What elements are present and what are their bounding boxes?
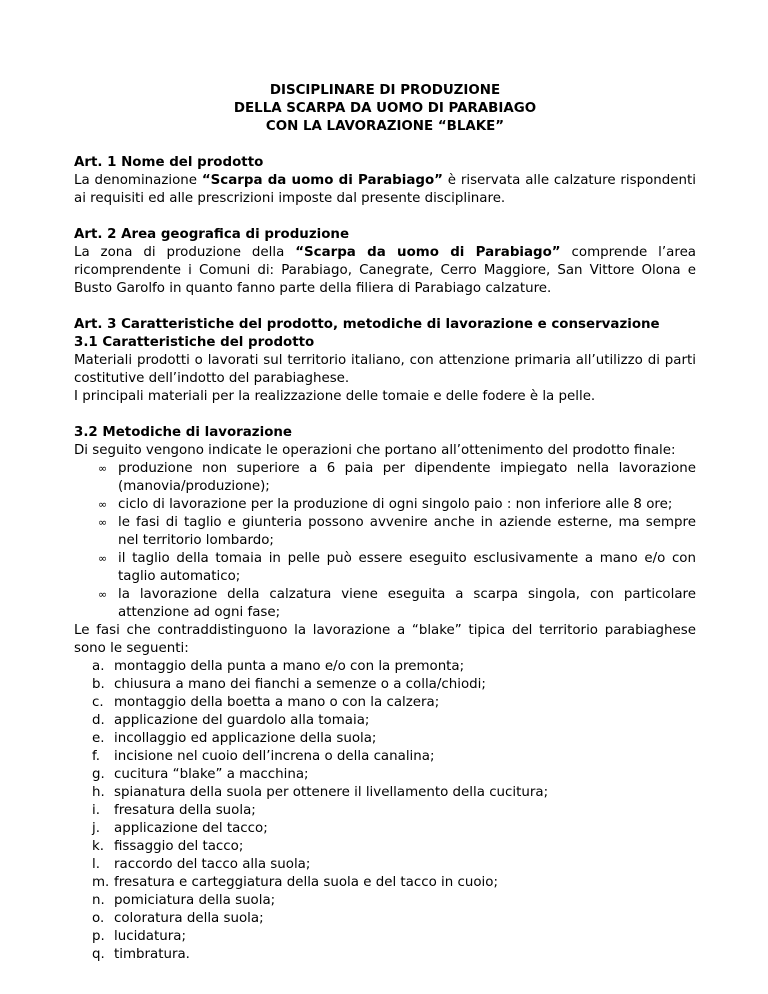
list-item (92, 802, 696, 820)
list-item-letter: h. (92, 785, 105, 800)
list-item (98, 550, 696, 586)
list-item (98, 460, 696, 496)
list-item-letter: l. (92, 857, 100, 872)
list-item-text: applicazione del tacco; (114, 821, 268, 836)
art2-heading: Art. 2 Area geografica di produzione (74, 227, 350, 242)
infinity-bullet-icon: ∞ (98, 588, 108, 601)
section-3-1-paragraph-2: I principali materiali per la realizzazione delle tomaie e delle fodere è la pelle. (74, 389, 596, 404)
art1-heading: Art. 1 Nome del prodotto (74, 155, 264, 170)
list-item-text: le fasi di taglio e giunteria possono avvenire anche in aziende esterne, ma sempre nel territorio lombardo; (118, 515, 696, 548)
list-item (92, 694, 696, 712)
list-item-letter: f. (92, 749, 100, 764)
title-line-2: DELLA SCARPA DA UOMO DI PARABIAGO (233, 101, 537, 116)
list-item-letter: k. (92, 839, 105, 854)
art3-heading: Art. 3 Caratteristiche del prodotto, metodiche di lavorazione e conservazione (74, 317, 660, 332)
list-item-text: montaggio della punta a mano e/o con la premonta; (114, 659, 465, 674)
list-item-letter: i. (92, 803, 100, 818)
infinity-bullet-icon: ∞ (98, 498, 108, 511)
list-item-text: fresatura e carteggiatura della suola e del tacco in cuoio; (114, 875, 498, 890)
infinity-bullet-icon: ∞ (98, 516, 108, 529)
list-item-text: il taglio della tomaia in pelle può essere eseguito esclusivamente a mano e/o con taglio automatico; (118, 551, 696, 584)
list-item (98, 514, 696, 550)
section-3-1-heading: 3.1 Caratteristiche del prodotto (74, 335, 315, 350)
section-3-2-intro: Di seguito vengono indicate le operazioni che portano all’ottenimento del prodotto finale: (74, 443, 676, 458)
list-item-letter: g. (92, 767, 105, 782)
list-item-letter: d. (92, 713, 105, 728)
list-item (92, 892, 696, 910)
list-item (98, 586, 696, 622)
list-item (92, 820, 696, 838)
list-item (98, 496, 696, 514)
list-item-letter: m. (92, 875, 110, 890)
infinity-bullet-icon: ∞ (98, 462, 108, 475)
list-item (92, 748, 696, 766)
list-item-text: ciclo di lavorazione per la produzione di ogni singolo paio : non inferiore alle 8 ore; (118, 497, 673, 512)
list-item-text: chiusura a mano dei fianchi a semenze o a colla/chiodi; (114, 677, 486, 692)
list-item-text: applicazione del guardolo alla tomaia; (114, 713, 370, 728)
art2-text-post: comprende l’area ricomprendente i Comuni di: Parabiago, Canegrate, Cerro Maggiore, San Vittore Olona e Busto Garolfo in quanto fanno parte della filiera di Parabiago calzature. (74, 245, 697, 296)
list-item-letter: c. (92, 695, 104, 710)
art1-text-post: è riservata alle calzature rispondenti ai requisiti ed alle prescrizioni imposte dal presente disciplinare. (74, 173, 696, 206)
requirements-list (74, 460, 696, 622)
list-item-letter: a. (92, 659, 105, 674)
phases-intro: Le fasi che contraddistinguono la lavorazione a “blake” tipica del territorio parabiaghese sono le seguenti: (74, 623, 696, 656)
list-item (92, 874, 696, 892)
list-item-text: produzione non superiore a 6 paia per dipendente impiegato nella lavorazione (manovia/produzione); (118, 461, 696, 494)
title-line-1: DISCIPLINARE DI PRODUZIONE (269, 83, 501, 98)
list-item-text: la lavorazione della calzatura viene eseguita a scarpa singola, con particolare attenzione ad ogni fase; (118, 587, 696, 620)
section-3-2-heading: 3.2 Metodiche di lavorazione (74, 425, 293, 440)
list-item (92, 766, 696, 784)
art2-paragraph (74, 244, 696, 298)
list-item (92, 946, 696, 964)
art2-product-name: “Scarpa da uomo di Parabiago” (295, 245, 561, 260)
list-item-letter: q. (92, 947, 105, 962)
list-item (92, 676, 696, 694)
list-item-letter: b. (92, 677, 105, 692)
art1-text-pre: La denominazione (74, 173, 202, 188)
list-item (92, 838, 696, 856)
art1-paragraph (74, 172, 696, 208)
list-item (92, 856, 696, 874)
phases-list (74, 658, 696, 964)
list-item-letter: j. (92, 821, 100, 836)
list-item-text: fresatura della suola; (114, 803, 256, 818)
list-item (92, 784, 696, 802)
list-item (92, 730, 696, 748)
list-item (92, 928, 696, 946)
list-item (92, 712, 696, 730)
list-item-text: montaggio della boetta a mano o con la calzera; (114, 695, 440, 710)
list-item-letter: e. (92, 731, 105, 746)
document-page (74, 82, 696, 964)
list-item-text: incollaggio ed applicazione della suola; (114, 731, 377, 746)
list-item-text: incisione nel cuoio dell’increna o della canalina; (114, 749, 435, 764)
list-item (92, 658, 696, 676)
list-item-text: spianatura della suola per ottenere il livellamento della cucitura; (114, 785, 549, 800)
art2-text-pre: La zona di produzione della (74, 245, 296, 260)
list-item-letter: n. (92, 893, 105, 908)
list-item-text: fissaggio del tacco; (114, 839, 244, 854)
list-item-text: pomiciatura della suola; (114, 893, 276, 908)
list-item (92, 910, 696, 928)
list-item-text: lucidatura; (114, 929, 186, 944)
list-item-letter: p. (92, 929, 105, 944)
title-line-3: CON LA LAVORAZIONE “BLAKE” (265, 119, 505, 134)
list-item-text: cucitura “blake” a macchina; (114, 767, 309, 782)
list-item-letter: o. (92, 911, 105, 926)
art1-product-name: “Scarpa da uomo di Parabiago” (201, 173, 443, 188)
document-title (74, 82, 696, 136)
list-item-text: coloratura della suola; (114, 911, 264, 926)
list-item-text: timbratura. (114, 947, 190, 962)
section-3-1-paragraph-1: Materiali prodotti o lavorati sul territorio italiano, con attenzione primaria all’utilizzo di parti costitutive dell’indotto del parabiaghese. (74, 353, 696, 386)
list-item-text: raccordo del tacco alla suola; (114, 857, 311, 872)
infinity-bullet-icon: ∞ (98, 552, 108, 565)
